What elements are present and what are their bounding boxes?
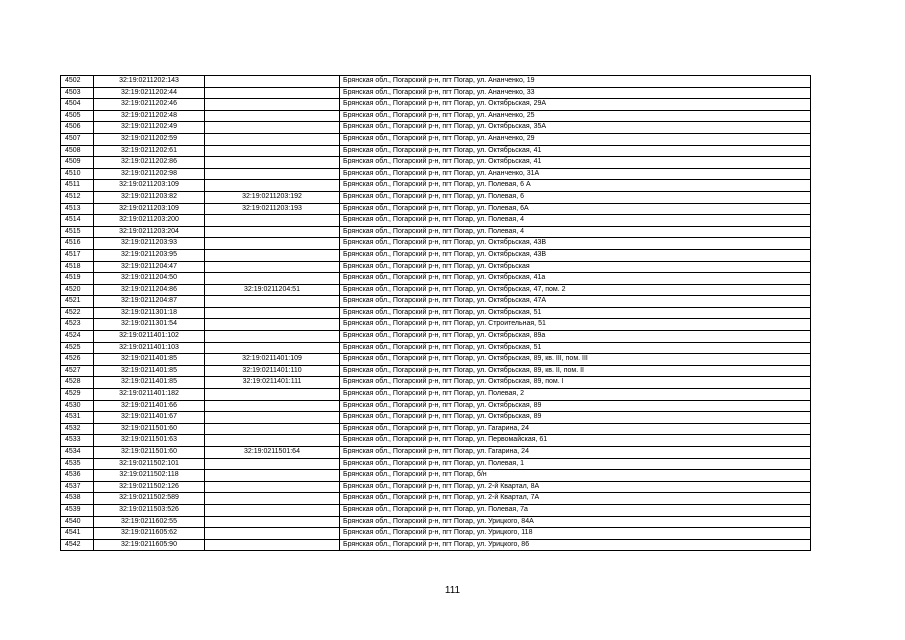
address-cell: Брянская обл., Погарский р-н, пгт Погар, ул. Октябрьская, 41: [340, 157, 811, 169]
table-row: [61, 76, 811, 88]
record-number-cell: 4530: [61, 400, 94, 412]
record-number-cell: 4526: [61, 354, 94, 366]
address-cell: Брянская обл., Погарский р-н, пгт Погар, ул. Урицкого, 118: [340, 528, 811, 540]
related-cadastral-number-cell: [205, 273, 340, 285]
cadastral-number-cell: 32:19:0211401:67: [94, 412, 205, 424]
related-cadastral-number-cell: [205, 389, 340, 401]
address-cell: Брянская обл., Погарский р-н, пгт Погар, ул. Октябрьская, 89: [340, 412, 811, 424]
address-cell: Брянская обл., Погарский р-н, пгт Погар, ул. Урицкого, 86: [340, 539, 811, 551]
table-row: [61, 157, 811, 169]
cadastral-number-cell: 32:19:0211605:62: [94, 528, 205, 540]
table-row: [61, 145, 811, 157]
record-number-cell: 4537: [61, 481, 94, 493]
cadastral-number-cell: 32:19:0211203:109: [94, 180, 205, 192]
record-number-cell: 4522: [61, 307, 94, 319]
cadastral-number-cell: 32:19:0211202:44: [94, 87, 205, 99]
table-row: [61, 423, 811, 435]
cadastral-number-cell: 32:19:0211204:86: [94, 284, 205, 296]
record-number-cell: 4534: [61, 447, 94, 459]
table-row: [61, 319, 811, 331]
address-cell: Брянская обл., Погарский р-н, пгт Погар, ул. Октябрьская, 51: [340, 342, 811, 354]
cadastral-number-cell: 32:19:0211202:61: [94, 145, 205, 157]
cadastral-number-cell: 32:19:0211202:48: [94, 110, 205, 122]
address-cell: Брянская обл., Погарский р-н, пгт Погар, ул. 2-й Квартал, 8А: [340, 481, 811, 493]
address-cell: Брянская обл., Погарский р-н, пгт Погар, ул. Октябрьская, 47А: [340, 296, 811, 308]
address-cell: Брянская обл., Погарский р-н, пгт Погар, ул. Полевая, 1: [340, 458, 811, 470]
record-number-cell: 4521: [61, 296, 94, 308]
record-number-cell: 4531: [61, 412, 94, 424]
address-cell: Брянская обл., Погарский р-н, пгт Погар, ул. Октябрьская, 35А: [340, 122, 811, 134]
related-cadastral-number-cell: 32:19:0211204:51: [205, 284, 340, 296]
related-cadastral-number-cell: [205, 481, 340, 493]
related-cadastral-number-cell: 32:19:0211501:64: [205, 447, 340, 459]
table-row: [61, 412, 811, 424]
table-row: [61, 354, 811, 366]
record-number-cell: 4513: [61, 203, 94, 215]
related-cadastral-number-cell: [205, 99, 340, 111]
record-number-cell: 4508: [61, 145, 94, 157]
record-number-cell: 4509: [61, 157, 94, 169]
record-number-cell: 4538: [61, 493, 94, 505]
cadastral-number-cell: 32:19:0211401:182: [94, 389, 205, 401]
record-number-cell: 4512: [61, 191, 94, 203]
address-cell: Брянская обл., Погарский р-н, пгт Погар, ул. Полевая, 6: [340, 191, 811, 203]
address-cell: Брянская обл., Погарский р-н, пгт Погар, ул. Строительная, 51: [340, 319, 811, 331]
related-cadastral-number-cell: 32:19:0211401:109: [205, 354, 340, 366]
cadastral-number-cell: 32:19:0211203:204: [94, 226, 205, 238]
record-number-cell: 4541: [61, 528, 94, 540]
table-row: [61, 493, 811, 505]
related-cadastral-number-cell: [205, 412, 340, 424]
table-row: [61, 470, 811, 482]
address-cell: Брянская обл., Погарский р-н, пгт Погар, ул. Октябрьская, 89, кв. II, пом. II: [340, 365, 811, 377]
address-cell: Брянская обл., Погарский р-н, пгт Погар, ул. Октябрьская, 89, пом. I: [340, 377, 811, 389]
cadastral-number-cell: 32:19:0211502:101: [94, 458, 205, 470]
record-number-cell: 4536: [61, 470, 94, 482]
related-cadastral-number-cell: [205, 539, 340, 551]
address-cell: Брянская обл., Погарский р-н, пгт Погар, ул. Октябрьская, 51: [340, 307, 811, 319]
table-row: [61, 307, 811, 319]
related-cadastral-number-cell: [205, 133, 340, 145]
address-cell: Брянская обл., Погарский р-н, пгт Погар, ул. Октябрьская, 89: [340, 400, 811, 412]
table-row: [61, 342, 811, 354]
record-number-cell: 4535: [61, 458, 94, 470]
related-cadastral-number-cell: [205, 238, 340, 250]
cadastral-number-cell: 32:19:0211602:55: [94, 516, 205, 528]
record-number-cell: 4517: [61, 249, 94, 261]
address-cell: Брянская обл., Погарский р-н, пгт Погар, ул. Ананченко, 29: [340, 133, 811, 145]
address-cell: Брянская обл., Погарский р-н, пгт Погар, ул. Октябрьская: [340, 261, 811, 273]
related-cadastral-number-cell: [205, 249, 340, 261]
address-cell: Брянская обл., Погарский р-н, пгт Погар, ул. Октябрьская, 89а: [340, 331, 811, 343]
address-cell: Брянская обл., Погарский р-н, пгт Погар, ул. Ананченко, 19: [340, 76, 811, 88]
record-number-cell: 4510: [61, 168, 94, 180]
related-cadastral-number-cell: [205, 458, 340, 470]
record-number-cell: 4518: [61, 261, 94, 273]
cadastral-number-cell: 32:19:0211501:63: [94, 435, 205, 447]
related-cadastral-number-cell: [205, 180, 340, 192]
related-cadastral-number-cell: 32:19:0211401:111: [205, 377, 340, 389]
cadastral-number-cell: 32:19:0211502:126: [94, 481, 205, 493]
table-row: [61, 528, 811, 540]
table-row: [61, 273, 811, 285]
table-row: [61, 191, 811, 203]
address-cell: Брянская обл., Погарский р-н, пгт Погар, ул. Урицкого, 84А: [340, 516, 811, 528]
table-row: [61, 203, 811, 215]
record-number-cell: 4520: [61, 284, 94, 296]
address-cell: Брянская обл., Погарский р-н, пгт Погар, ул. Октябрьская, 29А: [340, 99, 811, 111]
cadastral-number-cell: 32:19:0211501:60: [94, 447, 205, 459]
related-cadastral-number-cell: [205, 470, 340, 482]
related-cadastral-number-cell: [205, 76, 340, 88]
address-cell: Брянская обл., Погарский р-н, пгт Погар, ул. 2-й Квартал, 7А: [340, 493, 811, 505]
table-row: [61, 481, 811, 493]
record-number-cell: 4511: [61, 180, 94, 192]
record-number-cell: 4525: [61, 342, 94, 354]
cadastral-number-cell: 32:19:0211202:98: [94, 168, 205, 180]
table-row: [61, 377, 811, 389]
record-number-cell: 4523: [61, 319, 94, 331]
related-cadastral-number-cell: [205, 331, 340, 343]
address-cell: Брянская обл., Погарский р-н, пгт Погар, ул. Полевая, 6 А: [340, 180, 811, 192]
record-number-cell: 4502: [61, 76, 94, 88]
cadastral-number-cell: 32:19:0211301:18: [94, 307, 205, 319]
address-cell: Брянская обл., Погарский р-н, пгт Погар, ул. Октябрьская, 43В: [340, 238, 811, 250]
cadastral-number-cell: 32:19:0211202:46: [94, 99, 205, 111]
related-cadastral-number-cell: 32:19:0211401:110: [205, 365, 340, 377]
related-cadastral-number-cell: [205, 145, 340, 157]
cadastral-number-cell: 32:19:0211203:200: [94, 215, 205, 227]
related-cadastral-number-cell: [205, 319, 340, 331]
related-cadastral-number-cell: [205, 435, 340, 447]
address-cell: Брянская обл., Погарский р-н, пгт Погар, ул. Ананченко, 33: [340, 87, 811, 99]
cadastral-number-cell: 32:19:0211203:93: [94, 238, 205, 250]
related-cadastral-number-cell: [205, 307, 340, 319]
record-number-cell: 4527: [61, 365, 94, 377]
table-row: [61, 284, 811, 296]
cadastral-number-cell: 32:19:0211401:66: [94, 400, 205, 412]
related-cadastral-number-cell: [205, 296, 340, 308]
record-number-cell: 4506: [61, 122, 94, 134]
table-row: [61, 180, 811, 192]
cadastral-number-cell: 32:19:0211204:87: [94, 296, 205, 308]
record-number-cell: 4507: [61, 133, 94, 145]
table-row: [61, 331, 811, 343]
table-row: [61, 458, 811, 470]
table-row: [61, 133, 811, 145]
cadastral-number-cell: 32:19:0211502:589: [94, 493, 205, 505]
related-cadastral-number-cell: [205, 504, 340, 516]
related-cadastral-number-cell: [205, 110, 340, 122]
cadastral-number-cell: 32:19:0211503:526: [94, 504, 205, 516]
table-row: [61, 539, 811, 551]
table-row: [61, 389, 811, 401]
cadastral-number-cell: 32:19:0211401:85: [94, 365, 205, 377]
table-row: [61, 238, 811, 250]
cadastral-number-cell: 32:19:0211202:143: [94, 76, 205, 88]
record-number-cell: 4504: [61, 99, 94, 111]
address-cell: Брянская обл., Погарский р-н, пгт Погар, ул. Полевая, 2: [340, 389, 811, 401]
cadastral-number-cell: 32:19:0211501:60: [94, 423, 205, 435]
record-number-cell: 4528: [61, 377, 94, 389]
address-cell: Брянская обл., Погарский р-н, пгт Погар, ул. Гагарина, 24: [340, 423, 811, 435]
page-number: 111: [444, 585, 461, 596]
record-number-cell: 4529: [61, 389, 94, 401]
table-row: [61, 296, 811, 308]
table-row: [61, 99, 811, 111]
cadastral-number-cell: 32:19:0211202:59: [94, 133, 205, 145]
related-cadastral-number-cell: [205, 342, 340, 354]
cadastral-number-cell: 32:19:0211502:118: [94, 470, 205, 482]
related-cadastral-number-cell: [205, 215, 340, 227]
table-row: [61, 249, 811, 261]
related-cadastral-number-cell: 32:19:0211203:192: [205, 191, 340, 203]
table-row: [61, 516, 811, 528]
cadastral-number-cell: 32:19:0211203:82: [94, 191, 205, 203]
related-cadastral-number-cell: [205, 122, 340, 134]
registry-table: [60, 75, 811, 551]
cadastral-number-cell: 32:19:0211203:109: [94, 203, 205, 215]
address-cell: Брянская обл., Погарский р-н, пгт Погар, ул. Полевая, 4: [340, 215, 811, 227]
address-cell: Брянская обл., Погарский р-н, пгт Погар, ул. Октябрьская, 41а: [340, 273, 811, 285]
address-cell: Брянская обл., Погарский р-н, пгт Погар, ул. Первомайская, 61: [340, 435, 811, 447]
address-cell: Брянская обл., Погарский р-н, пгт Погар, ул. Гагарина, 24: [340, 447, 811, 459]
record-number-cell: 4519: [61, 273, 94, 285]
record-number-cell: 4515: [61, 226, 94, 238]
related-cadastral-number-cell: [205, 423, 340, 435]
table-row: [61, 215, 811, 227]
related-cadastral-number-cell: [205, 400, 340, 412]
address-cell: Брянская обл., Погарский р-н, пгт Погар, ул. Ананченко, 31А: [340, 168, 811, 180]
related-cadastral-number-cell: [205, 528, 340, 540]
table-row: [61, 504, 811, 516]
related-cadastral-number-cell: [205, 261, 340, 273]
record-number-cell: 4539: [61, 504, 94, 516]
cadastral-number-cell: 32:19:0211203:95: [94, 249, 205, 261]
table-row: [61, 122, 811, 134]
registry-table-body: [61, 76, 811, 551]
table-row: [61, 447, 811, 459]
record-number-cell: 4503: [61, 87, 94, 99]
record-number-cell: 4516: [61, 238, 94, 250]
cadastral-number-cell: 32:19:0211204:50: [94, 273, 205, 285]
cadastral-number-cell: 32:19:0211401:85: [94, 354, 205, 366]
related-cadastral-number-cell: [205, 168, 340, 180]
cadastral-number-cell: 32:19:0211401:85: [94, 377, 205, 389]
related-cadastral-number-cell: [205, 226, 340, 238]
related-cadastral-number-cell: [205, 87, 340, 99]
related-cadastral-number-cell: [205, 516, 340, 528]
record-number-cell: 4533: [61, 435, 94, 447]
address-cell: Брянская обл., Погарский р-н, пгт Погар, ул. Полевая, 4: [340, 226, 811, 238]
record-number-cell: 4514: [61, 215, 94, 227]
cadastral-number-cell: 32:19:0211401:102: [94, 331, 205, 343]
cadastral-number-cell: 32:19:0211204:47: [94, 261, 205, 273]
table-row: [61, 226, 811, 238]
record-number-cell: 4540: [61, 516, 94, 528]
address-cell: Брянская обл., Погарский р-н, пгт Погар, б/н: [340, 470, 811, 482]
cadastral-number-cell: 32:19:0211605:90: [94, 539, 205, 551]
address-cell: Брянская обл., Погарский р-н, пгт Погар, ул. Октябрьская, 43В: [340, 249, 811, 261]
address-cell: Брянская обл., Погарский р-н, пгт Погар, ул. Полевая, 6А: [340, 203, 811, 215]
table-row: [61, 365, 811, 377]
record-number-cell: 4524: [61, 331, 94, 343]
table-row: [61, 435, 811, 447]
table-row: [61, 400, 811, 412]
record-number-cell: 4505: [61, 110, 94, 122]
table-row: [61, 168, 811, 180]
address-cell: Брянская обл., Погарский р-н, пгт Погар, ул. Октябрьская, 47, пом. 2: [340, 284, 811, 296]
address-cell: Брянская обл., Погарский р-н, пгт Погар, ул. Октябрьская, 89, кв. III, пом. III: [340, 354, 811, 366]
record-number-cell: 4542: [61, 539, 94, 551]
related-cadastral-number-cell: [205, 493, 340, 505]
table-row: [61, 261, 811, 273]
cadastral-number-cell: 32:19:0211202:86: [94, 157, 205, 169]
address-cell: Брянская обл., Погарский р-н, пгт Погар, ул. Ананченко, 25: [340, 110, 811, 122]
address-cell: Брянская обл., Погарский р-н, пгт Погар, ул. Полевая, 7а: [340, 504, 811, 516]
address-cell: Брянская обл., Погарский р-н, пгт Погар, ул. Октябрьская, 41: [340, 145, 811, 157]
record-number-cell: 4532: [61, 423, 94, 435]
cadastral-number-cell: 32:19:0211401:103: [94, 342, 205, 354]
table-row: [61, 110, 811, 122]
cadastral-number-cell: 32:19:0211202:49: [94, 122, 205, 134]
related-cadastral-number-cell: 32:19:0211203:193: [205, 203, 340, 215]
cadastral-number-cell: 32:19:0211301:54: [94, 319, 205, 331]
table-row: [61, 87, 811, 99]
related-cadastral-number-cell: [205, 157, 340, 169]
